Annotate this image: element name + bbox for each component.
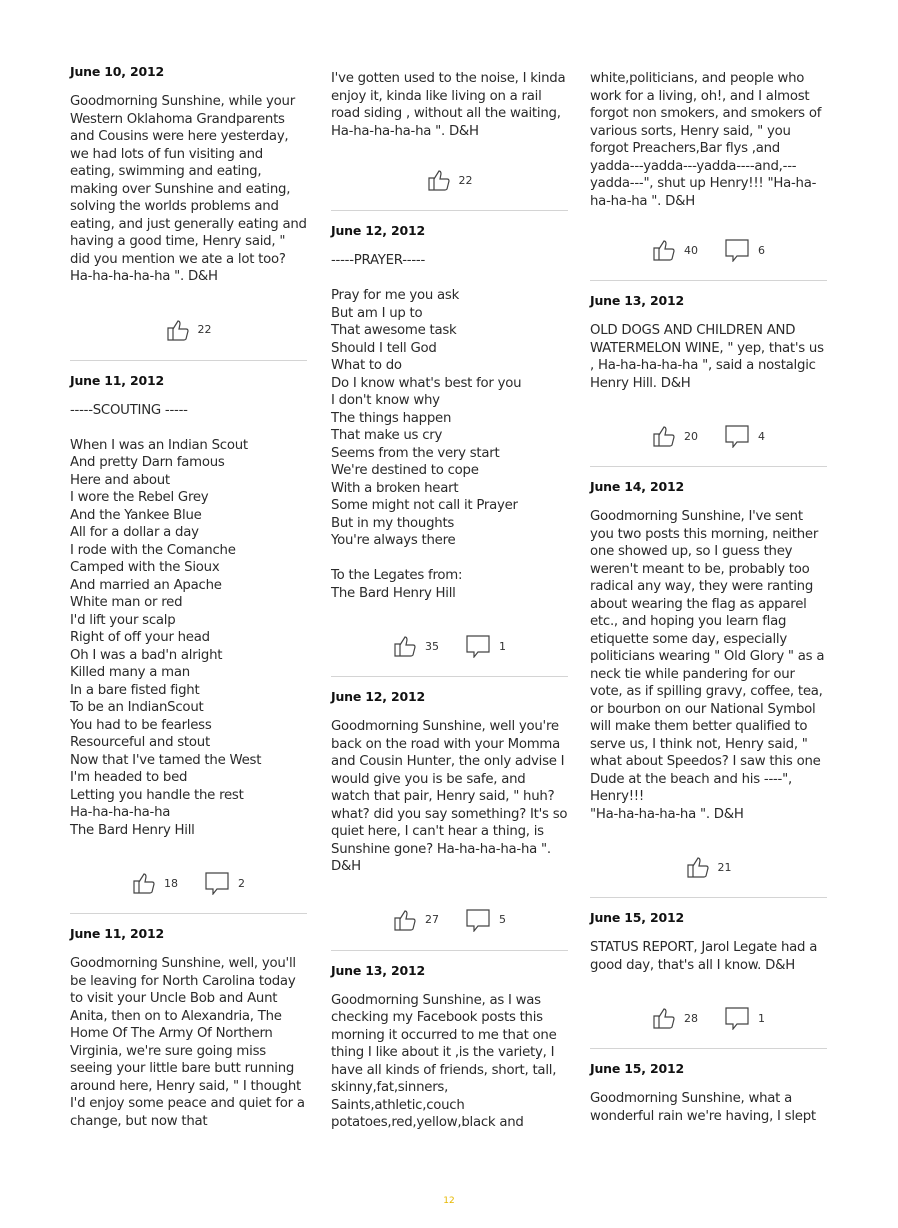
reactions — [70, 286, 307, 346]
post-text: OLD DOGS AND CHILDREN AND WATERMELON WINE, " yep, that's us , Ha-ha-ha-ha-ha ", said a nostalgic Henry Hill. D&H — [590, 323, 828, 391]
column-2 — [331, 64, 572, 1158]
post-text: Goodmorning Sunshine, I've sent you two posts this morning, neither one showed up, so I guess they weren't meant to be, probably too radical any way, they were ranting about wearing the flag as apparel etc., and hoping you learn flag etiquette some day, especially politicians wearing " Old Glory " as a neck tie while pandering for our vote, as if spilling gravy, coffee, tea, or bourbon on our National Symbol will make them better qualified to serve us, I think not, Henry said, " what about Speedos? I saw this one Dude at the beach and his ----", Henry!!! "Ha-ha-ha-ha-ha ". D&H — [590, 509, 825, 822]
comment-button[interactable] — [724, 424, 765, 448]
reactions — [590, 392, 827, 452]
reactions — [590, 974, 827, 1034]
post-date: June 12, 2012 — [331, 689, 425, 704]
comment-count: 2 — [238, 876, 245, 890]
reactions — [70, 839, 307, 899]
post-text: Goodmorning Sunshine, as I was checking my Facebook posts this morning it occurred to me that one thing I like about it ,is the variety, I have all kinds of friends, short, tall, skinny,fat,sinners, Saints,athletic,couch potatoes,red,yellow,black and — [331, 992, 561, 1130]
like-count: 18 — [164, 876, 178, 890]
like-count: 20 — [684, 429, 698, 443]
thumbs-up-icon — [393, 908, 417, 932]
comment-bubble-icon — [724, 424, 750, 448]
post-date: June 13, 2012 — [331, 962, 425, 978]
like-button[interactable] — [393, 634, 439, 658]
post — [70, 64, 311, 361]
post-date: June 15, 2012 — [590, 910, 684, 925]
post-date: June 13, 2012 — [590, 293, 684, 308]
comment-bubble-icon — [465, 634, 491, 658]
column-1 — [70, 64, 311, 1156]
post-text: white,politicians, and people who work for a living, oh!, and I almost forgot non smokers, and smokers of various sorts, Henry said, " you forgot Preachers,Bar flys ,and yadda---yadda---yadda----and,---yadda---", shut up Henry!!! "Ha-ha-ha-ha-ha ". D&H — [590, 71, 826, 209]
post-date: June 10, 2012 — [70, 64, 164, 79]
post-text: Goodmorning Sunshine, what a wonderful rain we're having, I slept — [590, 1091, 816, 1124]
reactions — [331, 602, 568, 662]
post — [70, 926, 307, 1144]
post-date: June 11, 2012 — [70, 926, 164, 941]
like-count: 35 — [425, 639, 439, 653]
like-button[interactable] — [686, 855, 732, 879]
like-button[interactable] — [652, 238, 698, 262]
post-date: June 15, 2012 — [590, 1061, 684, 1076]
like-button[interactable] — [132, 871, 178, 895]
like-button[interactable] — [652, 1006, 698, 1030]
post — [331, 689, 572, 951]
post — [331, 963, 568, 1146]
post — [590, 910, 827, 1049]
comment-button[interactable] — [465, 634, 506, 658]
comment-button[interactable] — [465, 908, 506, 932]
like-button[interactable] — [393, 908, 439, 932]
comment-count: 4 — [758, 429, 765, 443]
like-count: 21 — [717, 860, 732, 874]
thumbs-up-icon — [427, 168, 451, 192]
thumbs-up-icon — [686, 855, 710, 879]
post-date: June 11, 2012 — [70, 372, 164, 388]
comment-count: 5 — [499, 913, 506, 926]
like-count: 27 — [425, 913, 439, 926]
post — [590, 293, 827, 467]
comment-bubble-icon — [724, 238, 750, 262]
comment-count: 1 — [758, 1011, 765, 1025]
like-button[interactable] — [166, 318, 212, 342]
comment-bubble-icon — [465, 908, 491, 932]
post-text: Goodmorning Sunshine, well, you'll be leaving for North Carolina today to visit your Uncle Bob and Aunt Anita, then on to Alexandria, The Home Of The Army Of Northern Virginia, we're sure going miss seeing your little bare butt running around here, Henry said, " I thought I'd enjoy some peace and quiet for a change, but now that — [70, 956, 309, 1129]
like-button[interactable] — [652, 424, 698, 448]
comment-bubble-icon — [204, 871, 230, 895]
reactions — [590, 210, 827, 266]
post-date: June 12, 2012 — [331, 223, 425, 238]
comment-bubble-icon — [724, 1006, 750, 1030]
thumbs-up-icon — [132, 871, 156, 895]
post-text: I've gotten used to the noise, I kinda enjoy it, kinda like living on a rail road siding , without all the waiting, Ha-ha-ha-ha-ha ". D&H — [331, 71, 570, 139]
post — [331, 223, 568, 677]
post — [70, 373, 307, 915]
like-count: 22 — [197, 323, 212, 336]
post — [331, 70, 568, 211]
reactions — [331, 876, 568, 936]
reactions — [590, 823, 827, 883]
post — [590, 1061, 827, 1139]
post — [590, 70, 827, 281]
comment-count: 6 — [758, 243, 765, 257]
like-button[interactable] — [427, 168, 473, 192]
like-count: 40 — [684, 243, 698, 257]
post-text: Goodmorning Sunshine, while your Western Oklahoma Grandparents and Cousins were here yesterday, we had lots of fun visiting and eating, swimming and eating, making over Sunshine and eating, solving the worlds problems and eating, and just generally eating and having a good time, Henry said, " did you mention we ate a lot too? Ha-ha-ha-ha-ha ". D&H — [70, 94, 311, 284]
like-count: 28 — [684, 1011, 698, 1025]
comment-button[interactable] — [204, 871, 245, 895]
page-number: 12 — [443, 1196, 455, 1206]
like-count: 22 — [458, 173, 473, 187]
thumbs-up-icon — [166, 318, 190, 342]
reactions — [331, 140, 568, 196]
column-3 — [590, 64, 827, 1151]
post-text: -----SCOUTING ----- When I was an Indian Scout And pretty Darn famous Here and about I wore the Rebel Grey And the Yankee Blue All for a dollar a day I rode with the Comanche Camped with the Sioux And married an Apache White man or red I'd lift your scalp Right of off your head Oh I was a bad'n alright Killed many a man In a bare fisted fight To be an IndianScout You had to be fearless Resourceful and stout Now that I've tamed the West I'm headed to bed Letting you handle the rest Ha-ha-ha-ha-ha The Bard Henry Hill — [70, 402, 262, 838]
comment-button[interactable] — [724, 238, 765, 262]
post-text: -----PRAYER----- Pray for me you ask But am I up to That awesome task Should I tell God What to do Do I know what's best for you I don't know why The things happen That make us cry Seems from the very start We're destined to cope With a broken heart Some might not call it Prayer But in my thoughts You're always there To the Legates from: The Bard Henry Hill — [331, 253, 522, 601]
thumbs-up-icon — [393, 634, 417, 658]
thumbs-up-icon — [652, 1006, 676, 1030]
post-text: Goodmorning Sunshine, well you're back on the road with your Momma and Cousin Hunter, the only advise I would give you is be safe, and watch that pair, Henry said, " huh? what? did you say something? It's so quiet here, I can't hear a thing, is Sunshine gone? Ha-ha-ha-ha-ha ". D&H — [331, 719, 572, 874]
post-text: STATUS REPORT, Jarol Legate had a good day, that's all I know. D&H — [590, 940, 822, 973]
thumbs-up-icon — [652, 424, 676, 448]
post-date: June 14, 2012 — [590, 479, 684, 494]
comment-button[interactable] — [724, 1006, 765, 1030]
thumbs-up-icon — [652, 238, 676, 262]
post — [590, 479, 827, 898]
comment-count: 1 — [499, 639, 506, 653]
